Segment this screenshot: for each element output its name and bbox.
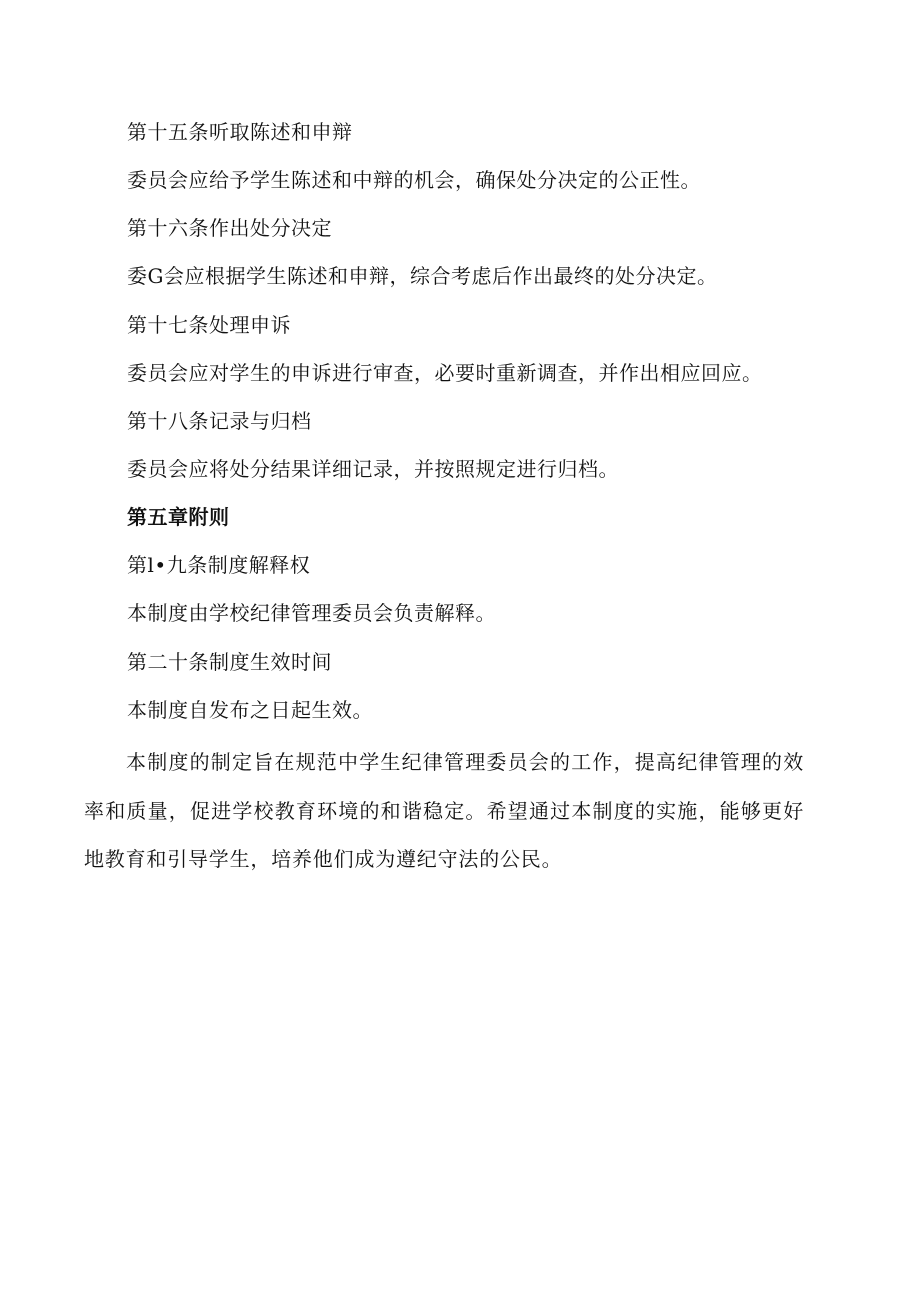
- closing-paragraph: 本制度的制定旨在规范中学生纪律管理委员会的工作，提高纪律管理的效率和质量，促进学校教育环境的和谐稳定。希望通过本制度的实施，能够更好地教育和引导学生，培养他们成为遵纪守法的公民。: [84, 750, 804, 871]
- chapter-5-heading: 第五章附则: [127, 505, 230, 529]
- article-19-body: 本制度由学校纪律管理委员会负责解释。: [127, 601, 496, 625]
- article-15-body: 委员会应给予学生陈述和中辩的机会，确保处分决定的公正性。: [127, 168, 701, 192]
- article-17-body: 委员会应对学生的申诉进行审查，必要时重新调查，并作出相应回应。: [127, 361, 763, 385]
- article-19-title: 第l•九条制度解释权: [127, 553, 311, 577]
- article-17-title: 第十七条处理申诉: [127, 313, 291, 337]
- article-16-title: 第十六条作出处分决定: [127, 216, 332, 240]
- article-18-body: 委员会应将处分结果详细记录，并按照规定进行归档。: [127, 457, 619, 481]
- article-20-body: 本制度自发布之日起生效。: [127, 698, 373, 722]
- article-20-title: 第二十条制度生效时间: [127, 650, 332, 674]
- article-18-title: 第十八条记录与归档: [127, 409, 312, 433]
- article-15-title: 第十五条听取陈述和申辩: [127, 120, 353, 144]
- article-16-body: 委G会应根据学生陈述和申辩，综合考虑后作出最终的处分决定。: [127, 264, 718, 288]
